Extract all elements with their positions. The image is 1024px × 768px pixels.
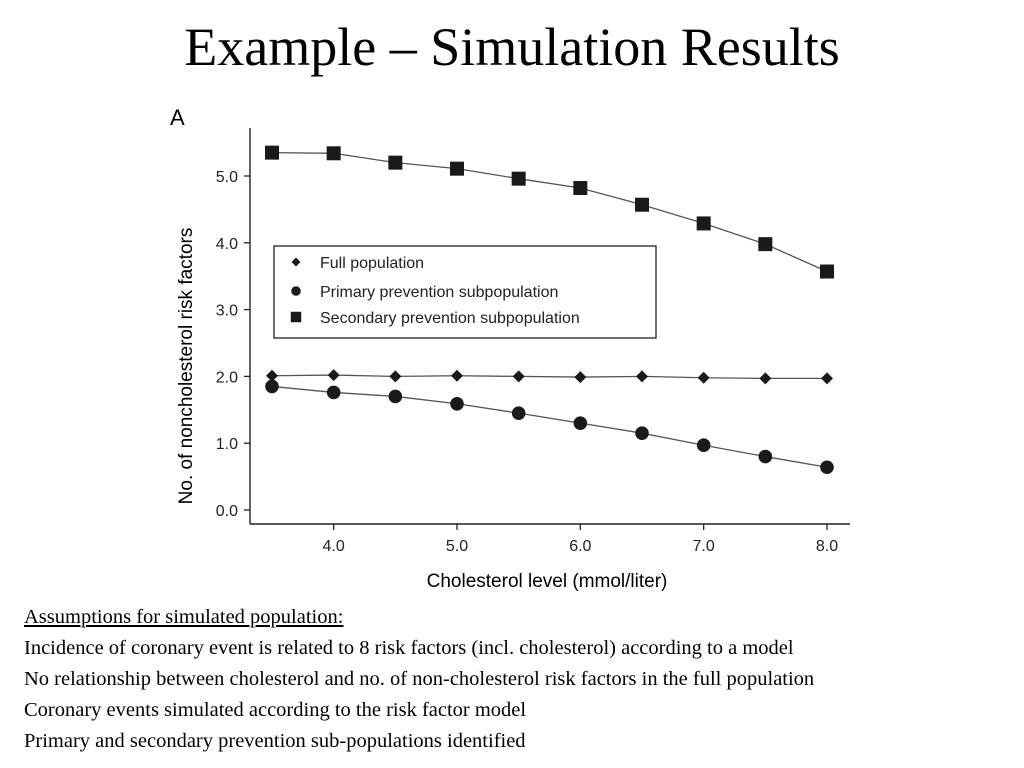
data-point-circle (512, 406, 526, 420)
data-point-diamond (389, 370, 401, 382)
y-tick-label: 4.0 (215, 235, 238, 253)
y-tick-label: 3.0 (215, 302, 238, 320)
assumptions-notes (24, 602, 1019, 757)
legend-marker-circle (291, 286, 301, 296)
data-point-diamond (698, 372, 710, 384)
data-point-square (327, 146, 341, 160)
series-line-circle (272, 386, 827, 467)
y-tick-label: 2.0 (215, 369, 238, 387)
notes-line: Incidence of coronary event is related to 8 risk factors (incl. cholesterol) according to a model (24, 637, 794, 659)
x-tick-label: 6.0 (569, 538, 592, 555)
data-point-square (512, 172, 526, 186)
x-tick-label: 8.0 (815, 538, 839, 555)
legend-entry-label: Secondary prevention subpopulation (320, 310, 580, 327)
slide-title: Example – Simulation Results (184, 17, 840, 77)
data-point-circle (820, 460, 834, 474)
y-tick-label: 1.0 (215, 436, 238, 454)
y-tick-label: 0.0 (215, 503, 238, 520)
data-point-diamond (513, 370, 525, 382)
data-point-circle (389, 390, 403, 404)
data-point-square (635, 198, 649, 212)
data-point-circle (635, 426, 649, 440)
y-axis-label: No. of noncholesterol risk factors (176, 227, 197, 505)
notes-line: No relationship between cholesterol and no. of non-cholesterol risk factors in the full population (24, 668, 815, 690)
data-point-diamond (636, 370, 648, 382)
y-tick-label: 5.0 (215, 169, 238, 186)
data-point-diamond (574, 371, 586, 383)
data-point-circle (574, 416, 588, 430)
data-point-circle (327, 386, 341, 400)
data-point-diamond (821, 372, 833, 384)
data-point-square (758, 237, 772, 251)
legend-entry-label: Full population (320, 255, 425, 272)
panel-label: A (170, 105, 185, 130)
data-point-circle (265, 380, 279, 394)
data-point-square (388, 156, 402, 170)
data-point-square (265, 146, 279, 160)
chart-legend (274, 246, 656, 338)
x-axis-label: Cholesterol level (mmol/liter) (426, 571, 668, 592)
data-point-square (697, 216, 711, 230)
simulation-results-chart (160, 98, 860, 598)
notes-line: Primary and secondary prevention sub-populations identified (24, 730, 526, 752)
data-point-square (450, 162, 464, 176)
data-point-diamond (328, 369, 340, 381)
x-tick-label: 7.0 (692, 538, 715, 555)
data-point-circle (697, 438, 711, 452)
data-point-diamond (759, 372, 771, 384)
legend-marker-square (291, 312, 302, 323)
legend-entry-label: Primary prevention subpopulation (320, 284, 559, 301)
data-point-circle (759, 450, 773, 464)
data-point-diamond (451, 370, 463, 382)
notes-heading: Assumptions for simulated population: (24, 606, 344, 628)
x-tick-label: 4.0 (322, 538, 345, 555)
data-point-square (573, 181, 587, 195)
x-tick-label: 5.0 (445, 538, 469, 555)
data-point-square (820, 265, 834, 279)
notes-line: Coronary events simulated according to the risk factor model (24, 699, 527, 721)
series-line-diamond (272, 375, 827, 378)
data-point-circle (450, 397, 464, 411)
